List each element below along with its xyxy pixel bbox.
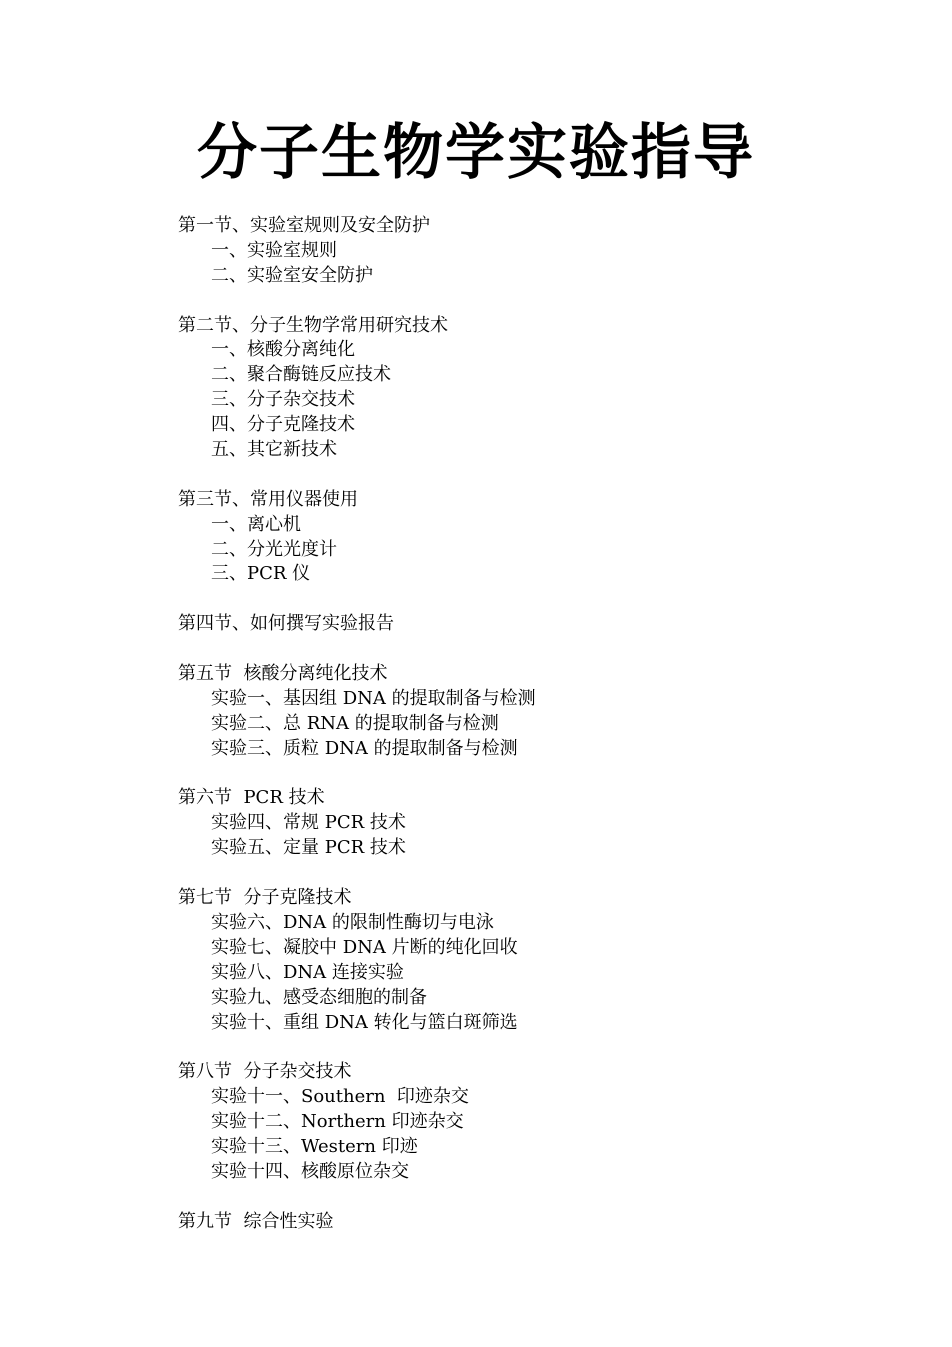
toc-item: 实验六、DNA 的限制性酶切与电泳: [211, 911, 494, 933]
toc-section: [178, 214, 878, 289]
section-heading: 第七节 分子克隆技术: [178, 887, 352, 909]
section-heading: 第八节 分子杂交技术: [178, 1061, 352, 1083]
section-heading: 第一节、实验室规则及安全防护: [178, 215, 430, 236]
section-heading: 第二节、分子生物学常用研究技术: [178, 314, 448, 336]
document-title: 分子生物学实验指导: [197, 118, 755, 188]
toc-section: [178, 1060, 878, 1184]
toc-section: [178, 662, 878, 762]
toc-item: 四、分子克隆技术: [211, 414, 355, 436]
toc-item: 实验四、常规 PCR 技术: [211, 812, 406, 834]
toc-item: 一、离心机: [211, 513, 301, 535]
toc-item: 二、聚合酶链反应技术: [211, 364, 391, 386]
toc-item: 二、分光光度计: [211, 538, 337, 560]
section-heading: 第三节、常用仪器使用: [178, 488, 358, 510]
toc-section: [178, 786, 878, 861]
toc-item: 五、其它新技术: [211, 439, 337, 461]
toc-section: [178, 1210, 878, 1235]
toc-item: 一、实验室规则: [211, 239, 337, 261]
toc-item: 实验二、总 RNA 的提取制备与检测: [211, 712, 499, 734]
toc-item: 实验十四、核酸原位杂交: [211, 1160, 409, 1182]
section-heading: 第四节、如何撰写实验报告: [178, 613, 394, 635]
toc-item: 实验五、定量 PCR 技术: [211, 837, 406, 859]
toc-item: 二、实验室安全防护: [211, 264, 373, 286]
toc-item: 实验十二、Northern 印迹杂交: [211, 1111, 464, 1133]
toc-item: 三、分子杂交技术: [211, 389, 355, 411]
toc-item: 实验十一、Southern 印迹杂交: [211, 1086, 469, 1108]
section-heading: 第五节 核酸分离纯化技术: [178, 663, 388, 685]
toc-section: [178, 314, 878, 463]
table-of-contents: [178, 214, 878, 1259]
section-heading: 第六节 PCR 技术: [178, 787, 325, 809]
toc-item: 实验九、感受态细胞的制备: [211, 986, 427, 1008]
toc-item: 实验十、重组 DNA 转化与篮白斑筛选: [211, 1011, 518, 1033]
toc-item: 实验七、凝胶中 DNA 片断的纯化回收: [211, 936, 518, 958]
toc-item: 实验一、基因组 DNA 的提取制备与检测: [211, 687, 536, 709]
toc-item: 实验三、质粒 DNA 的提取制备与检测: [211, 737, 518, 759]
toc-item: 实验十三、Western 印迹: [211, 1135, 418, 1157]
toc-item: 三、PCR 仪: [211, 563, 311, 585]
toc-item: 一、核酸分离纯化: [211, 339, 355, 361]
toc-item: 实验八、DNA 连接实验: [211, 961, 404, 983]
toc-section: [178, 488, 878, 588]
toc-section: [178, 886, 878, 1035]
toc-section: [178, 612, 878, 637]
section-heading: 第九节 综合性实验: [178, 1210, 334, 1232]
